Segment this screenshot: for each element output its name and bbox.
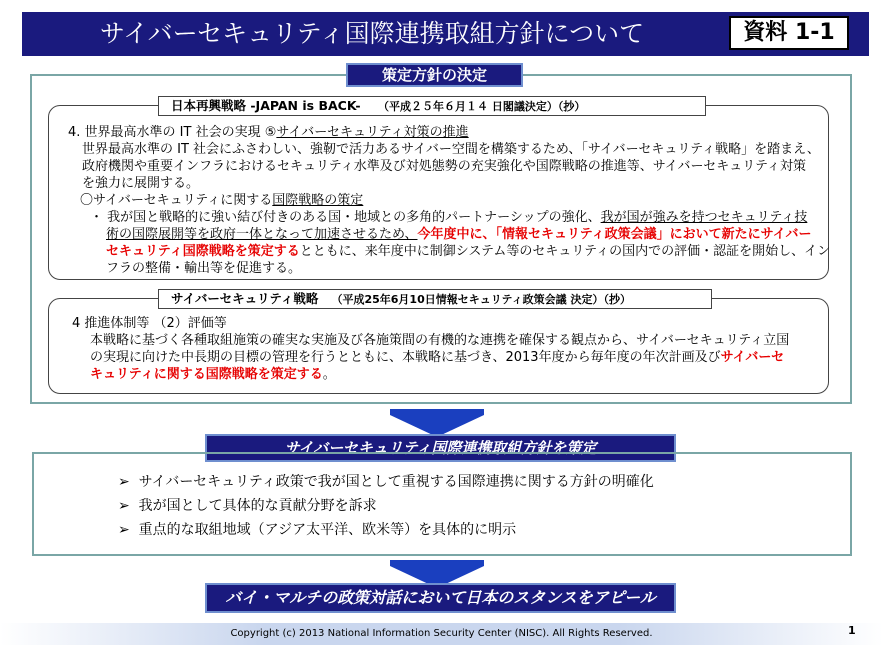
p2-line-3-a: の実現に向けた中長期の目標の管理を行うとともに、本戦略に基づき、2013年度から毎年度の年次計画及び [90,350,721,365]
bullet-item [118,473,654,491]
p1-line-1 [68,125,469,141]
p1-line-6-a: ・ 我が国と戦略的に強い結び付きのある国・地域との多角的パートナーシップの強化、 [90,210,601,225]
p2-line-4-b: 。 [322,367,336,382]
page-title: サイバーセキュリティ国際連携取組方針について [99,19,645,48]
p2-line-1: 4 推進体制等 （2）評価等 [72,316,227,331]
bullet-arrow-icon: ➢ [118,498,130,514]
bullet-arrow-icon: ➢ [118,522,130,538]
p2-line-2: 本戦略に基づく各種取組施策の確実な実施及び各施策間の有機的な連携を確保する観点から、サイバーセキュリティ立国 [90,333,790,348]
bullet-arrow-icon: ➢ [118,474,130,490]
p2-line-3-b: サイバーセ [720,350,785,365]
decision-label: サイバーセキュリティ国際連携取組方針を策定 [205,434,676,462]
p1-line-3: 政府機関や重要インフラにおけるセキュリティ水準及び対処態勢の充実強化や国際戦略の推進等、サイバーセキュリティ対策 [82,159,806,174]
section-tab-label: 策定方針の決定 [346,63,523,87]
p1-line-2: 世界最高水準の IT 社会にふさわしい、強靭で活力あるサイバー空間を構築するため、「サイバーセキュリティ戦略」を踏まえ、 [82,142,820,157]
p1-line-7 [106,227,812,243]
p1-line-8 [106,244,830,260]
p2-line-4 [90,367,336,383]
japan-revitalization-heading [158,96,706,116]
p1-line-8-b: とともに、来年度中に制御システム等のセキュリティの国内での評価・認証を開始し、イン [299,244,831,259]
heading-main: 日本再興戦略 -JAPAN is BACK- [171,98,361,113]
p1-line-5-prefix: 〇サイバーセキュリティに関する [80,193,273,208]
p2-line-4-a: キュリティに関する国際戦略を策定する [90,367,323,382]
p1-line-8-a: セキュリティ国際戦略を策定する [106,244,300,259]
page-number: 1 [848,624,856,637]
p1-line-7-a: 術の国際展開等を政府一体となって加速させるため、 [106,227,418,242]
p1-line-5 [80,193,363,209]
heading-sub-2: （平成25年6月10日情報セキュリティ政策会議 決定）（抄） [331,293,631,306]
bullet-item [118,521,516,539]
p1-line-6 [90,210,807,226]
bullet-text: 重点的な取組地域（アジア太平洋、欧米等）を具体的に明示 [138,522,517,538]
appeal-label: バイ・マルチの政策対話において日本のスタンスをアピール [205,583,676,613]
p1-line-5-underlined: 国際戦略の策定 [272,193,364,208]
cybersecurity-strategy-heading [158,289,712,309]
p1-line-9: フラの整備・輸出等を促進する。 [106,261,302,276]
bullet-text: 我が国として具体的な貢献分野を訴求 [138,498,377,514]
p1-line-6-b: 我が国が強みを持つセキュリティ技 [600,210,808,225]
bullet-text: サイバーセキュリティ政策で我が国として重視する国際連携に関する方針の明確化 [138,474,654,490]
heading-main-2: サイバーセキュリティ戦略 [171,291,319,306]
p1-line-1-underlined: サイバーセキュリティ対策の推進 [276,125,469,140]
p1-line-1-prefix: 4. 世界最高水準の IT 社会の実現 ⑤ [68,125,277,140]
p1-line-4: を強力に展開する。 [82,176,200,191]
p2-line-3 [90,350,784,366]
p1-line-7-b: 今年度中に、「情報セキュリティ政策会議」において新たにサイバー [417,227,812,242]
bullet-item [118,497,377,515]
copyright-footer: Copyright (c) 2013 National Information Security Center (NISC). All Rights Reserved. [0,623,883,645]
heading-sub: （平成２５年６月１４ 日閣議決定）（抄） [378,100,586,113]
document-number-badge: 資料 1-1 [729,16,849,50]
